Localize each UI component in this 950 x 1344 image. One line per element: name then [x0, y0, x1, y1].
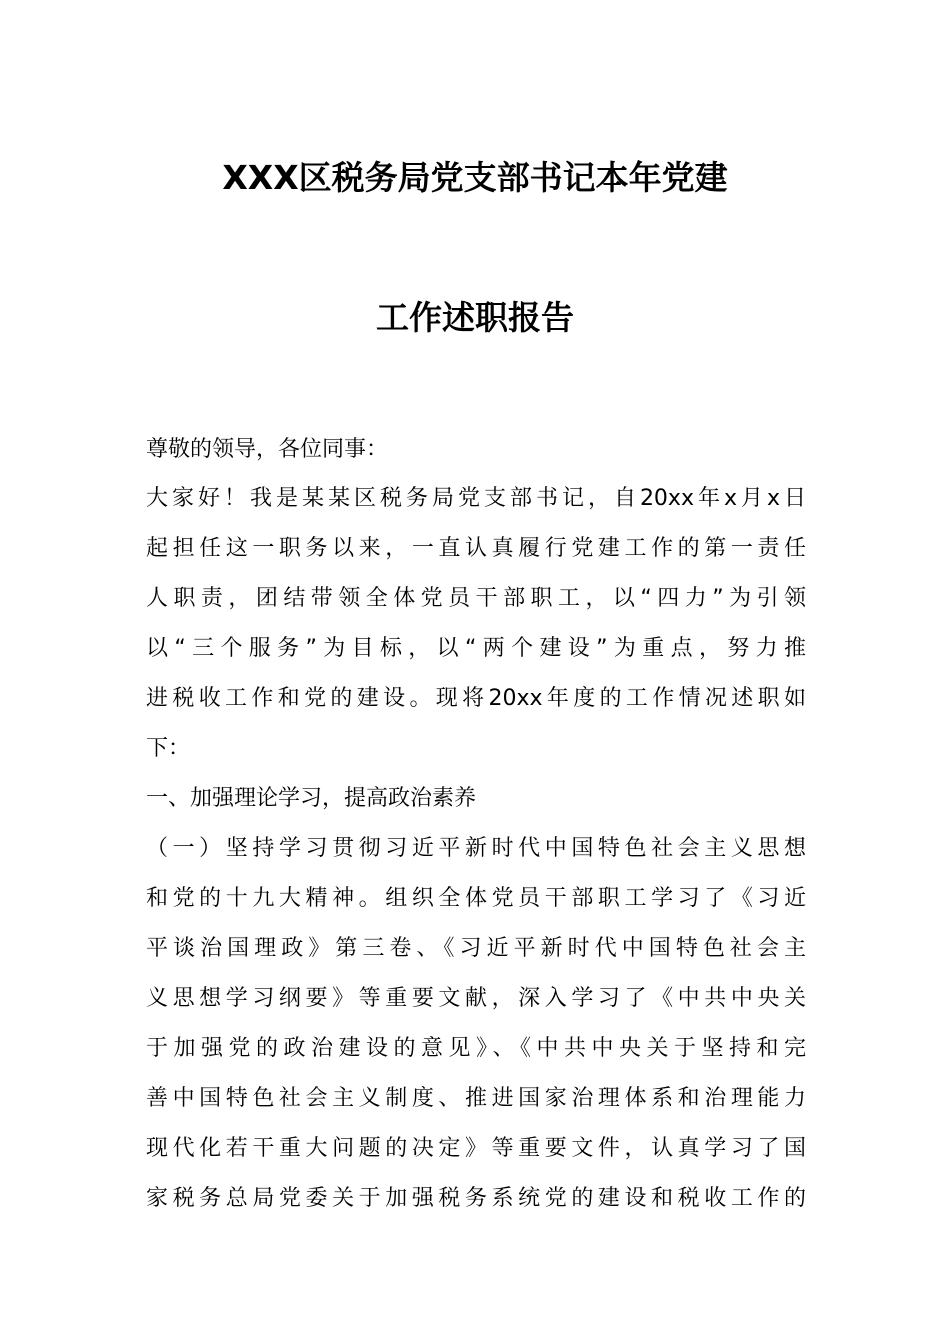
body-line: 义思想学习纲要》等重要文献，深入学习了《中共中央关 [146, 986, 806, 1011]
section-heading: 一、加强理论学习，提高政治素养 [146, 786, 477, 811]
body-line: 大家好！我是某某区税务局党支部书记，自20xx年x月x日 [146, 486, 806, 511]
body-line: 于加强党的政治建设的意见》、《中共中央关于坚持和完 [146, 1036, 806, 1061]
body-line: 进税收工作和党的建设。现将20xx年度的工作情况述职如 [146, 686, 806, 711]
subsection-line: （一）坚持学习贯彻习近平新时代中国特色社会主义思想 [146, 836, 806, 861]
salutation: 尊敬的领导，各位同事： [146, 437, 389, 462]
document-title-line-1: XXX区税务局党支部书记本年党建 [222, 158, 728, 197]
body-line: 下： [146, 736, 191, 761]
body-line: 和党的十九大精神。组织全体党员干部职工学习了《习近 [146, 886, 806, 911]
body-line: 以“三个服务”为目标，以“两个建设”为重点，努力推 [146, 636, 806, 661]
body-line: 现代化若干重大问题的决定》等重要文件，认真学习了国 [146, 1136, 806, 1161]
body-line: 起担任这一职务以来，一直认真履行党建工作的第一责任 [146, 536, 806, 561]
body-line: 人职责，团结带领全体党员干部职工，以“四力”为引领 [146, 586, 806, 611]
body-line: 善中国特色社会主义制度、推进国家治理体系和治理能力 [146, 1086, 806, 1111]
document-title-line-2: 工作述职报告 [376, 298, 574, 337]
body-line: 平谈治国理政》第三卷、《习近平新时代中国特色社会主 [146, 936, 806, 961]
body-line: 家税务总局党委关于加强税务系统党的建设和税收工作的 [146, 1186, 806, 1211]
